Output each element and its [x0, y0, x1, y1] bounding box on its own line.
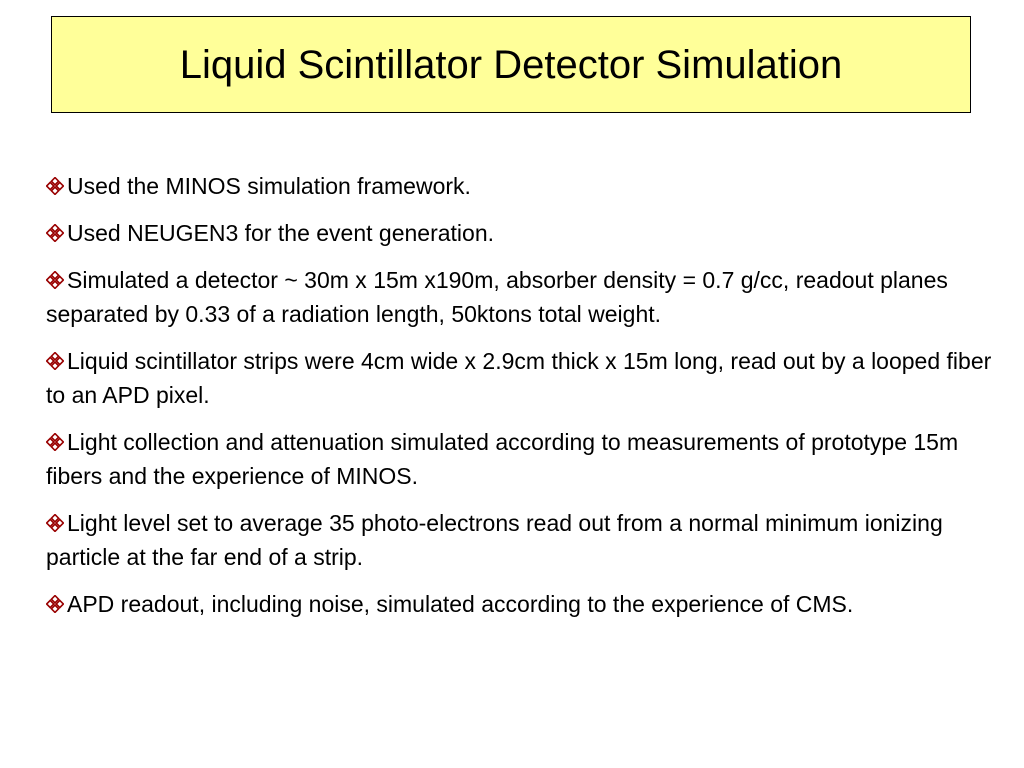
title-box	[51, 16, 971, 113]
bullet-text: Light level set to average 35 photo-electrons read out from a normal minimum ionizing particle at the far end of a strip.	[46, 510, 943, 570]
four-diamond-bullet-icon	[46, 352, 64, 370]
bullet-list	[46, 169, 1004, 634]
four-diamond-bullet-icon	[46, 271, 64, 289]
bullet-text: APD readout, including noise, simulated according to the experience of CMS.	[67, 591, 854, 617]
bullet-item	[46, 263, 1004, 331]
bullet-text: Used NEUGEN3 for the event generation.	[67, 220, 495, 246]
four-diamond-bullet-icon	[46, 177, 64, 195]
four-diamond-bullet-icon	[46, 224, 64, 242]
bullet-text: Simulated a detector ~ 30m x 15m x190m, absorber density = 0.7 g/cc, readout planes separated by 0.33 of a radiation length, 50ktons total weight.	[46, 267, 948, 327]
bullet-text: Light collection and attenuation simulated according to measurements of prototype 15m fibers and the experience of MINOS.	[46, 429, 959, 489]
slide-title: Liquid Scintillator Detector Simulation	[179, 42, 843, 87]
bullet-item	[46, 216, 1004, 250]
bullet-item	[46, 169, 1004, 203]
four-diamond-bullet-icon	[46, 514, 64, 532]
four-diamond-bullet-icon	[46, 433, 64, 451]
four-diamond-bullet-icon	[46, 595, 64, 613]
bullet-item	[46, 587, 1004, 621]
bullet-text: Used the MINOS simulation framework.	[67, 173, 471, 199]
bullet-item	[46, 506, 1004, 574]
bullet-text: Liquid scintillator strips were 4cm wide x 2.9cm thick x 15m long, read out by a looped fiber to an APD pixel.	[46, 348, 992, 408]
bullet-item	[46, 344, 1004, 412]
bullet-item	[46, 425, 1004, 493]
